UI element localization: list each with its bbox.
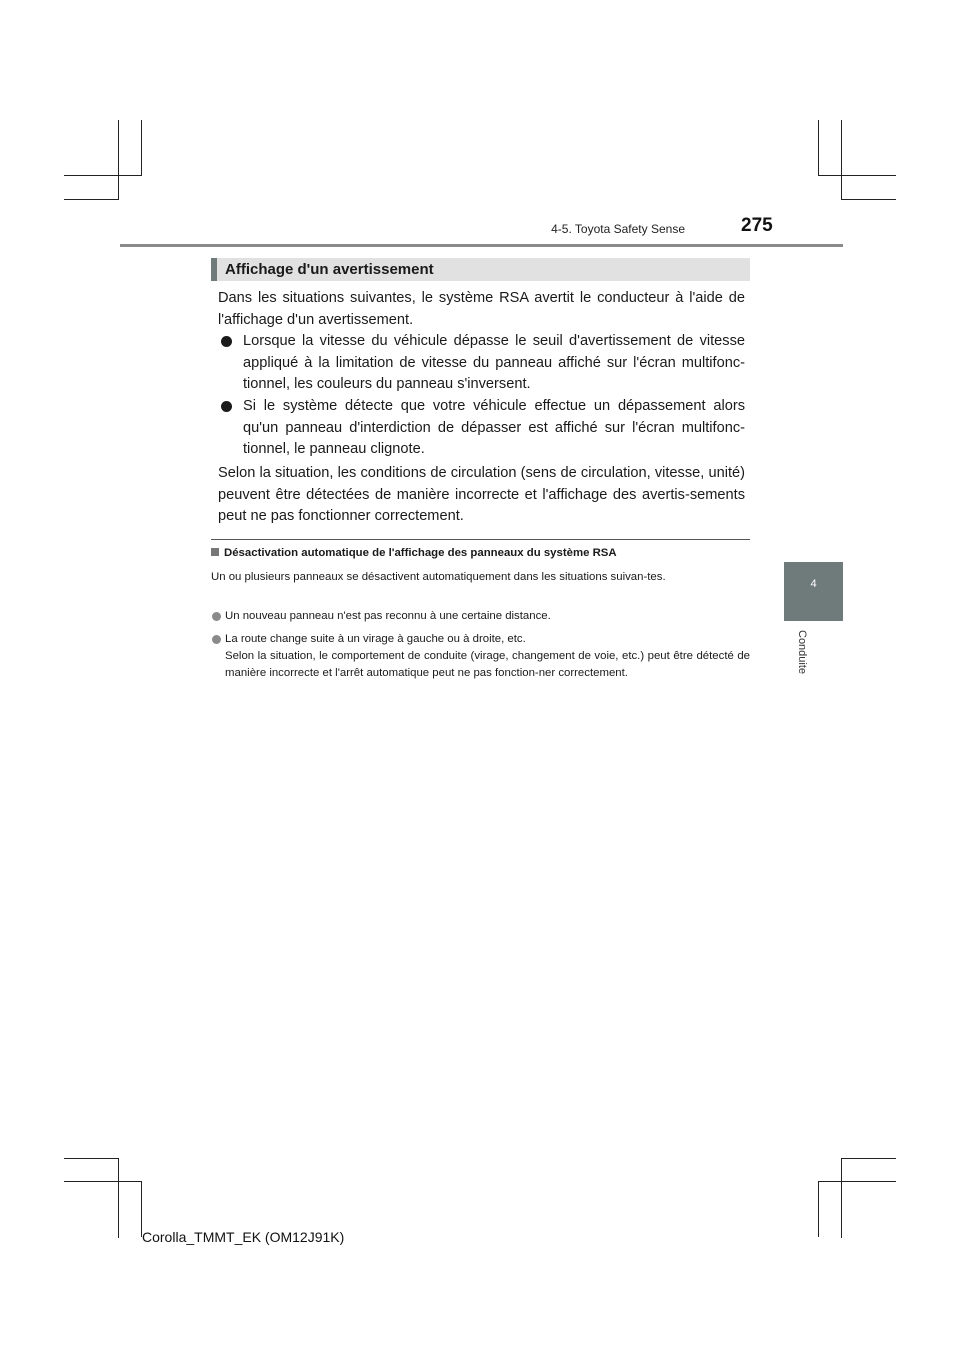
running-header-section: 4-5. Toyota Safety Sense bbox=[551, 222, 685, 236]
crop-mark bbox=[818, 1181, 896, 1182]
crop-mark bbox=[818, 1181, 819, 1237]
crop-mark bbox=[64, 175, 142, 176]
closing-paragraph: Selon la situation, les conditions de circulation (sens de circulation, vitesse, unité) peuvent être détectées de manière incorrecte et l'affichage des avertis-sements peut ne pas fonctionner correctement. bbox=[218, 465, 745, 525]
document-code: Corolla_TMMT_EK (OM12J91K) bbox=[142, 1229, 345, 1245]
note-title-text: Désactivation automatique de l'affichage des panneaux du système RSA bbox=[224, 547, 617, 559]
crop-mark bbox=[841, 199, 896, 200]
crop-mark bbox=[64, 199, 119, 200]
section-divider bbox=[211, 539, 750, 540]
crop-mark bbox=[64, 1181, 142, 1182]
note-list-item-text: Un nouveau panneau n'est pas reconnu à une certaine distance. bbox=[225, 610, 551, 622]
intro-paragraph: Dans les situations suivantes, le système RSA avertit le conducteur à l'aide de l'affichage d'un avertissement. bbox=[218, 290, 745, 328]
bullet-dot-icon bbox=[212, 635, 221, 644]
section-heading-accent bbox=[211, 258, 217, 281]
note-intro: Un ou plusieurs panneaux se désactivent automatiquement dans les situations suivan-tes. bbox=[211, 571, 666, 583]
square-bullet-icon bbox=[211, 548, 219, 556]
note-list-item bbox=[211, 631, 750, 648]
crop-mark bbox=[118, 120, 119, 200]
bullet-dot-icon bbox=[212, 612, 221, 621]
bullet-dot-icon bbox=[221, 336, 232, 347]
section-heading-text: Affichage d'un avertissement bbox=[225, 261, 434, 278]
note-followup: Selon la situation, le comportement de conduite (virage, changement de voie, etc.) peut être détecté de manière incorrecte et l'arrêt automatique peut ne pas fonction-ner correctement. bbox=[225, 650, 750, 679]
section-heading bbox=[211, 258, 750, 281]
crop-mark bbox=[141, 120, 142, 176]
list-item-text: Si le système détecte que votre véhicule effectue un dépassement alors qu'un panneau d'interdiction de dépasser est affiché sur l'écran multifonc-tionnel, le panneau clignote. bbox=[243, 398, 745, 458]
note-list-item-text: La route change suite à un virage à gauche ou à droite, etc. bbox=[225, 633, 526, 645]
list-item bbox=[218, 396, 745, 461]
crop-mark bbox=[818, 120, 819, 176]
note-title bbox=[211, 547, 617, 559]
chapter-number: 4 bbox=[810, 578, 817, 590]
note-list-item bbox=[211, 608, 750, 625]
bullet-dot-icon bbox=[221, 401, 232, 412]
page-number: 275 bbox=[741, 215, 773, 236]
header-rule bbox=[120, 244, 843, 247]
crop-mark bbox=[118, 1158, 119, 1238]
chapter-label bbox=[796, 630, 810, 690]
list-item bbox=[218, 331, 745, 396]
crop-mark bbox=[841, 1158, 842, 1238]
chapter-tab bbox=[784, 562, 843, 621]
chapter-label-text: Conduite bbox=[796, 630, 808, 675]
crop-mark bbox=[64, 1158, 119, 1159]
list-item-text: Lorsque la vitesse du véhicule dépasse le seuil d'avertissement de vitesse appliqué à la limitation de vitesse du panneau affiché sur l'écran multifonc-tionnel, les couleurs du panneau s'inversent. bbox=[243, 333, 745, 393]
crop-mark bbox=[841, 1158, 896, 1159]
crop-mark bbox=[818, 175, 896, 176]
crop-mark bbox=[841, 120, 842, 200]
